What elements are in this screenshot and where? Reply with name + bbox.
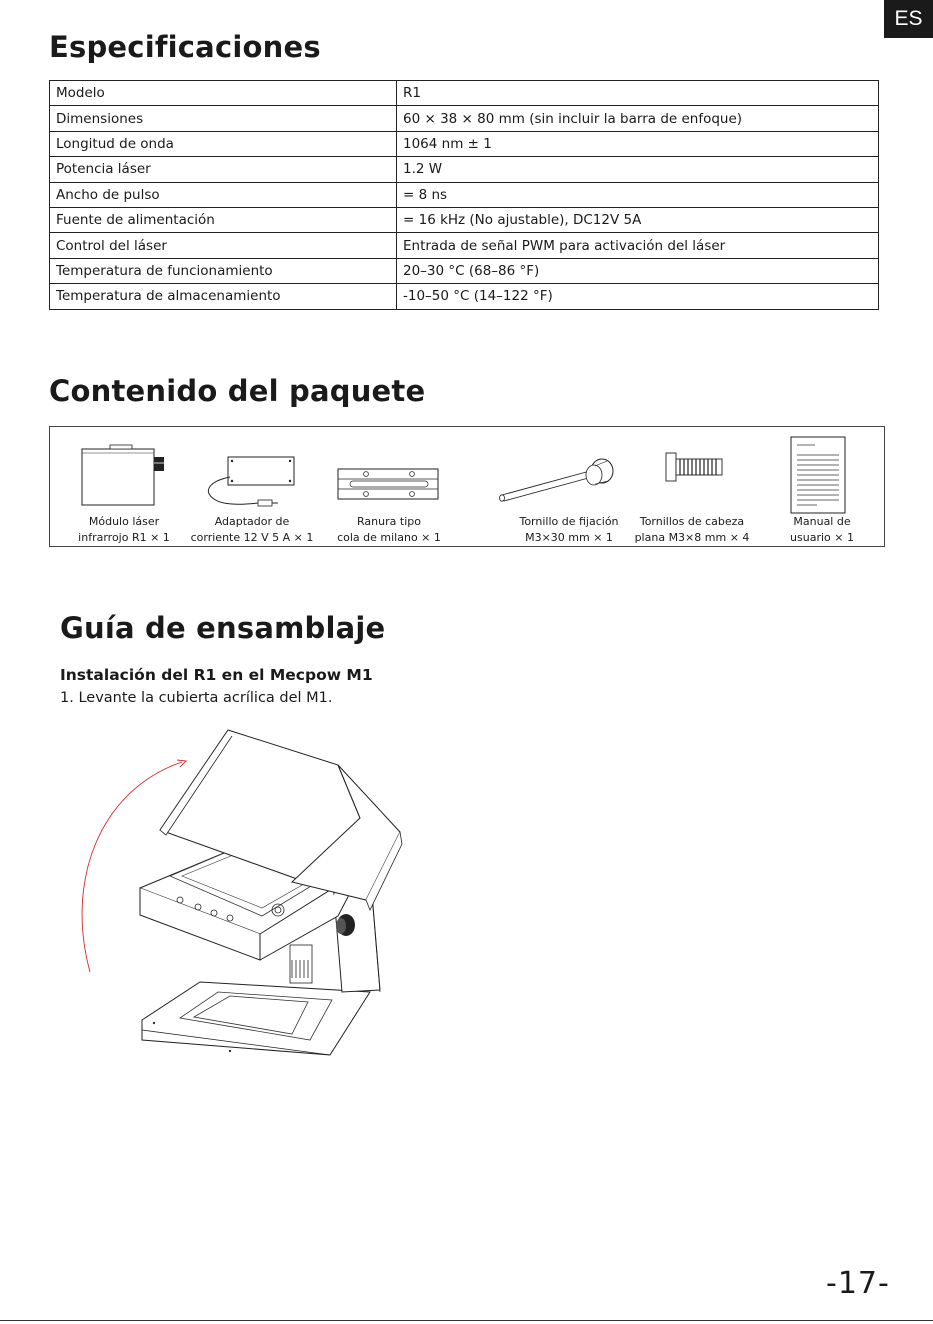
bottom-rule xyxy=(0,1320,933,1321)
spec-key: Fuente de alimentación xyxy=(50,207,397,232)
spec-value: 1.2 W xyxy=(397,157,879,182)
package-item-quantity: corriente 12 V 5 A × 1 xyxy=(190,530,314,544)
spec-value: 1064 nm ± 1 xyxy=(397,131,879,156)
laser-module-icon xyxy=(80,443,170,507)
language-tab: ES xyxy=(884,0,933,38)
specifications-title: Especificaciones xyxy=(49,30,321,64)
package-item-quantity: cola de milano × 1 xyxy=(337,530,441,544)
spec-row xyxy=(50,182,879,207)
spec-value: 60 × 38 × 80 mm (sin incluir la barra de enfoque) xyxy=(397,106,879,131)
lift-arrow xyxy=(82,762,182,972)
package-item-label: Adaptador de xyxy=(214,515,290,528)
spec-key: Dimensiones xyxy=(50,106,397,131)
spec-row xyxy=(50,81,879,106)
page-number: -17- xyxy=(826,1266,890,1301)
flat-head-screws-icon xyxy=(662,449,726,485)
spec-row xyxy=(50,258,879,283)
package-item-quantity: M3×30 mm × 1 xyxy=(525,530,613,544)
step-1-text: 1. Levante la cubierta acrílica del M1. xyxy=(60,690,333,706)
spec-row xyxy=(50,207,879,232)
package-item-label: Ranura tipo xyxy=(357,515,421,528)
spec-row xyxy=(50,131,879,156)
spec-row xyxy=(50,233,879,258)
spec-value: 20–30 °C (68–86 °F) xyxy=(397,258,879,283)
fixing-screw-icon xyxy=(494,455,618,507)
spec-value: = 16 kHz (No ajustable), DC12V 5A xyxy=(397,207,879,232)
spec-key: Control del láser xyxy=(50,233,397,258)
spec-key: Potencia láser xyxy=(50,157,397,182)
package-item-user-manual xyxy=(772,427,872,548)
spec-key: Ancho de pulso xyxy=(50,182,397,207)
package-item-label: Manual de xyxy=(793,515,851,528)
package-item-flat-head-screws xyxy=(626,427,758,548)
package-item-label: Módulo láser xyxy=(88,515,160,528)
package-item-label: Tornillos de cabeza xyxy=(639,515,745,528)
spec-row xyxy=(50,284,879,309)
package-item-fixing-screw xyxy=(494,427,624,548)
spec-key: Temperatura de almacenamiento xyxy=(50,284,397,309)
spec-key: Temperatura de funcionamiento xyxy=(50,258,397,283)
spec-value: = 8 ns xyxy=(397,182,879,207)
assembly-guide-title: Guía de ensamblaje xyxy=(60,611,386,645)
package-item-dovetail-slot xyxy=(320,427,458,548)
spec-key: Modelo xyxy=(50,81,397,106)
spec-row xyxy=(50,157,879,182)
dovetail-slot-icon xyxy=(336,467,442,501)
engraver-lid-illustration xyxy=(70,720,420,1065)
package-item-power-adapter xyxy=(186,427,318,548)
package-item-quantity: plana M3×8 mm × 4 xyxy=(634,530,750,544)
spec-row xyxy=(50,106,879,131)
package-item-quantity: usuario × 1 xyxy=(790,530,854,544)
specifications-table xyxy=(49,80,879,310)
package-item-laser-module xyxy=(64,427,184,548)
package-item-quantity: infrarrojo R1 × 1 xyxy=(78,530,170,544)
installation-subtitle: Instalación del R1 en el Mecpow M1 xyxy=(60,666,373,684)
package-contents-box xyxy=(49,426,885,547)
spec-value: Entrada de señal PWM para activación del láser xyxy=(397,233,879,258)
spec-value: R1 xyxy=(397,81,879,106)
package-contents-title: Contenido del paquete xyxy=(49,374,426,408)
power-adapter-icon xyxy=(200,455,310,511)
spec-value: -10–50 °C (14–122 °F) xyxy=(397,284,879,309)
package-item-label: Tornillo de fijación xyxy=(519,515,619,528)
user-manual-icon xyxy=(789,435,847,515)
spec-key: Longitud de onda xyxy=(50,131,397,156)
